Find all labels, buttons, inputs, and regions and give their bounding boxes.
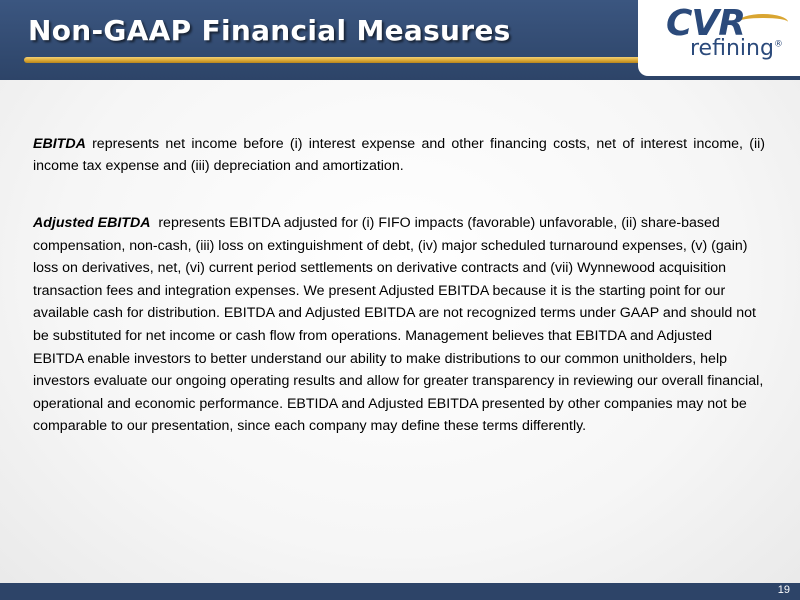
ebitda-term: EBITDA bbox=[33, 136, 86, 152]
title-underline-bar bbox=[24, 57, 660, 63]
logo-sub-word: refining bbox=[690, 36, 774, 61]
ebitda-definition-text: represents net income before (i) interest expense and other financing costs, net of interest income, (ii) income tax expense and (iii) depreciation and amortization. bbox=[33, 136, 765, 174]
page-number: 19 bbox=[777, 584, 790, 596]
logo-sub-text bbox=[690, 38, 783, 60]
ebitda-definition bbox=[33, 133, 765, 177]
adjusted-ebitda-term: Adjusted EBITDA bbox=[33, 215, 151, 231]
adjusted-ebitda-definition bbox=[33, 212, 768, 438]
registered-mark: ® bbox=[773, 39, 783, 50]
adjusted-ebitda-definition-text: represents EBITDA adjusted for (i) FIFO impacts (favorable) unfavorable, (ii) share-based compensation, non-cash, (iii) loss on extinguishment of debt, (iv) major scheduled turnaround expenses, (v) (gain) loss on derivatives, net, (vi) current period settlements on derivative contracts and (vii) Wynnewood acquisition transaction fees and integration expenses. We present Adjusted EBITDA because it is the starting point for our available cash for distribution. EBITDA and Adjusted EBITDA are not recognized terms under GAAP and should not be substituted for net income or cash flow from operations. Management believes that EBITDA and Adjusted EBITDA enable investors to better understand our ability to make distributions to our common unitholders, help investors evaluate our ongoing operating results and allow for greater transparency in reviewing our overall financial, operational and economic performance. EBTIDA and Adjusted EBITDA presented by other companies may not be comparable to our presentation, since each company may define these terms differently. bbox=[33, 215, 768, 435]
slide-header bbox=[0, 0, 800, 80]
slide-footer bbox=[0, 583, 800, 600]
logo-main-text: CVR bbox=[666, 3, 746, 44]
company-logo bbox=[638, 0, 800, 76]
logo-swoosh-icon bbox=[738, 14, 788, 30]
slide-title: Non-GAAP Financial Measures bbox=[28, 14, 511, 47]
